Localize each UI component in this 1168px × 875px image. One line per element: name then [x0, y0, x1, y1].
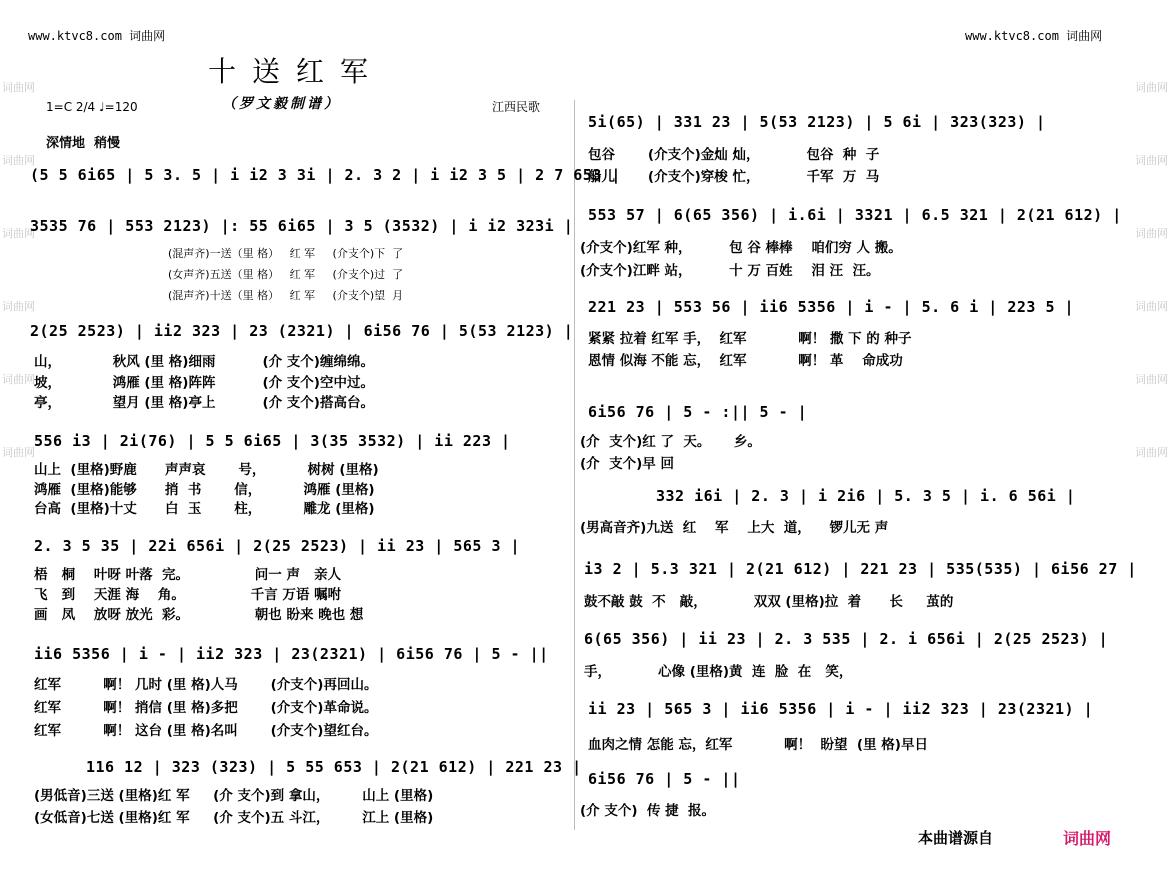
right-lyric-6: 鼓不敲 鼓 不 敲， 双双 (里格)拉 着 长 茧的 [584, 594, 954, 610]
right-lyric-9: (介 支个) 传 捷 报。 [580, 803, 716, 819]
left-lyric-2a: 山， 秋风 (里 格)细雨 (介 支个)缠绵绵。 [34, 354, 374, 370]
watermark-left: www.ktvc8.com 词曲网 [28, 29, 166, 43]
left-lyric-3b: 鸿雁 (里格)能够 捎 书 信， 鸿雁 (里格) [34, 482, 375, 498]
left-lyric-6a: (男低音)三送 (里格)红 军 (介 支个)到 拿山， 山上 (里格) [34, 788, 434, 804]
left-notation-6: ii6 5356 | i - | ii2 323 | 23(2321) | 6i56 76 | 5 - || [34, 645, 549, 663]
right-lyric-3a: 紧紧 拉着 红军 手， 红军 啊！ 撒 下 的 种子 [588, 331, 912, 347]
left-lyric-1b: (女声齐)五送（里 格） 红 军 (介支个)过 了 [168, 268, 404, 281]
right-notation-5: 332 i6i | 2. 3 | i 2i6 | 5. 3 5 | i. 6 56i | [656, 487, 1076, 505]
left-notation-3: 2(25 2523) | ii2 323 | 23 (2321) | 6i56 76 | 5(53 2123) | [30, 322, 574, 340]
right-lyric-2a: (介支个)红军 种， 包 谷 棒棒 咱们穷 人 搬。 [580, 240, 902, 256]
song-origin: 江西民歌 [492, 100, 541, 114]
brand-logo: 词曲网 [1063, 829, 1112, 848]
right-notation-8: ii 23 | 565 3 | ii6 5356 | i - | ii2 323 | 23(2321) | [588, 700, 1094, 718]
tempo-mark: 深情地 稍慢 [46, 136, 121, 151]
left-lyric-3a: 山上 (里格)野鹿 声声哀 号， 树树 (里格) [34, 462, 379, 478]
source-label: 本曲谱源自 [918, 829, 994, 847]
right-lyric-8: 血肉之情 怎能 忘，红军 啊！ 盼望 (里 格)早日 [588, 737, 928, 753]
right-lyric-2b: (介支个)江畔 站， 十 万 百姓 泪 汪 汪。 [580, 263, 880, 279]
left-lyric-6b: (女低音)七送 (里格)红 军 (介 支个)五 斗江， 江上 (里格) [34, 810, 434, 826]
left-lyric-5c: 红军 啊！ 这台 (里 格)名叫 (介支个)望红台。 [34, 723, 378, 739]
side-watermark-right: 词曲网 词曲网 词曲网 词曲网 词曲网 词曲网 [1135, 81, 1168, 459]
right-notation-9: 6i56 76 | 5 - || [588, 770, 741, 788]
watermark-right: www.ktvc8.com 词曲网 [965, 29, 1103, 43]
right-notation-2: 553 57 | 6(65 356) | i.6i | 3321 | 6.5 321 | 2(21 612) | [588, 206, 1122, 224]
left-notation-2: 3535 76 | 553 2123) |: 55 6i65 | 3 5 (3532) | i i2 323i | [30, 217, 574, 235]
left-lyric-1c: (混声齐)十送（里 格） 红 军 (介支个)望 月 [168, 289, 404, 302]
right-lyric-3b: 恩情 似海 不能 忘， 红军 啊！ 革 命成功 [588, 353, 903, 369]
right-lyric-5: (男高音齐)九送 红 军 上大 道， 锣儿无 声 [580, 520, 889, 536]
left-lyric-5a: 红军 啊！ 几时 (里 格)人马 (介支个)再回山。 [34, 677, 378, 693]
left-lyric-4b: 飞 到 天涯 海 角。 千言 万语 嘱咐 [34, 587, 342, 603]
right-notation-7: 6(65 356) | ii 23 | 2. 3 535 | 2. i 656i | 2(25 2523) | [584, 630, 1109, 648]
column-divider [574, 100, 575, 830]
left-lyric-5b: 红军 啊！ 捎信 (里 格)多把 (介支个)革命说。 [34, 700, 378, 716]
key-signature: 1=C 2/4 ♩=120 [46, 100, 138, 114]
left-lyric-3c: 台高 (里格)十丈 白 玉 柱， 雕龙 (里格) [34, 501, 375, 517]
left-notation-5: 2. 3 5 35 | 22i 656i | 2(25 2523) | ii 23 | 565 3 | [34, 537, 521, 555]
side-watermark-left: 词曲网 词曲网 词曲网 词曲网 词曲网 词曲网 [2, 81, 35, 459]
song-subtitle: （罗文毅制谱） [222, 96, 341, 112]
right-lyric-4a: (介 支个)红 了 天。 乡。 [580, 434, 761, 450]
right-lyric-1a: 包谷 (介支个)金灿 灿， 包谷 种 子 [588, 147, 880, 163]
left-notation-7: 116 12 | 323 (323) | 5 55 653 | 2(21 612) | 221 23 | [86, 758, 582, 776]
right-notation-6: i3 2 | 5.3 321 | 2(21 612) | 221 23 | 535(535) | 6i56 27 | [584, 560, 1137, 578]
right-notation-4: 6i56 76 | 5 - :|| 5 - | [588, 403, 808, 421]
left-lyric-4c: 画 凤 放呀 放光 彩。 朝也 盼来 晚也 想 [34, 607, 364, 623]
right-lyric-4b: (介 支个)早 回 [580, 456, 674, 472]
left-notation-4: 556 i3 | 2i(76) | 5 5 6i65 | 3(35 3532) | ii 223 | [34, 432, 511, 450]
left-lyric-4a: 梧 桐 叶呀 叶落 完。 问一 声 亲人 [34, 567, 342, 583]
right-notation-3: 221 23 | 553 56 | ii6 5356 | i - | 5. 6 i | 223 5 | [588, 298, 1075, 316]
right-notation-1: 5i(65) | 331 23 | 5(53 2123) | 5 6i | 323(323) | [588, 113, 1046, 131]
left-lyric-2b: 坡， 鸿雁 (里 格)阵阵 (介 支个)空中过。 [34, 375, 374, 391]
left-lyric-1a: (混声齐)一送（里 格） 红 军 (介支个)下 了 [168, 247, 404, 260]
song-title: 十送红军 [208, 55, 385, 88]
left-notation-1: (5 5 6i65 | 5 3. 5 | i i2 3 3i | 2. 3 2 | i i2 3 5 | 2 7 653 | [30, 166, 621, 184]
right-lyric-7: 手， 心像 (里格)黄 连 脸 在 笑， [584, 664, 853, 680]
left-lyric-2c: 亭， 望月 (里 格)亭上 (介 支个)搭高台。 [34, 395, 374, 411]
right-lyric-1b: 船儿 (介支个)穿梭 忙， 千军 万 马 [588, 169, 880, 185]
